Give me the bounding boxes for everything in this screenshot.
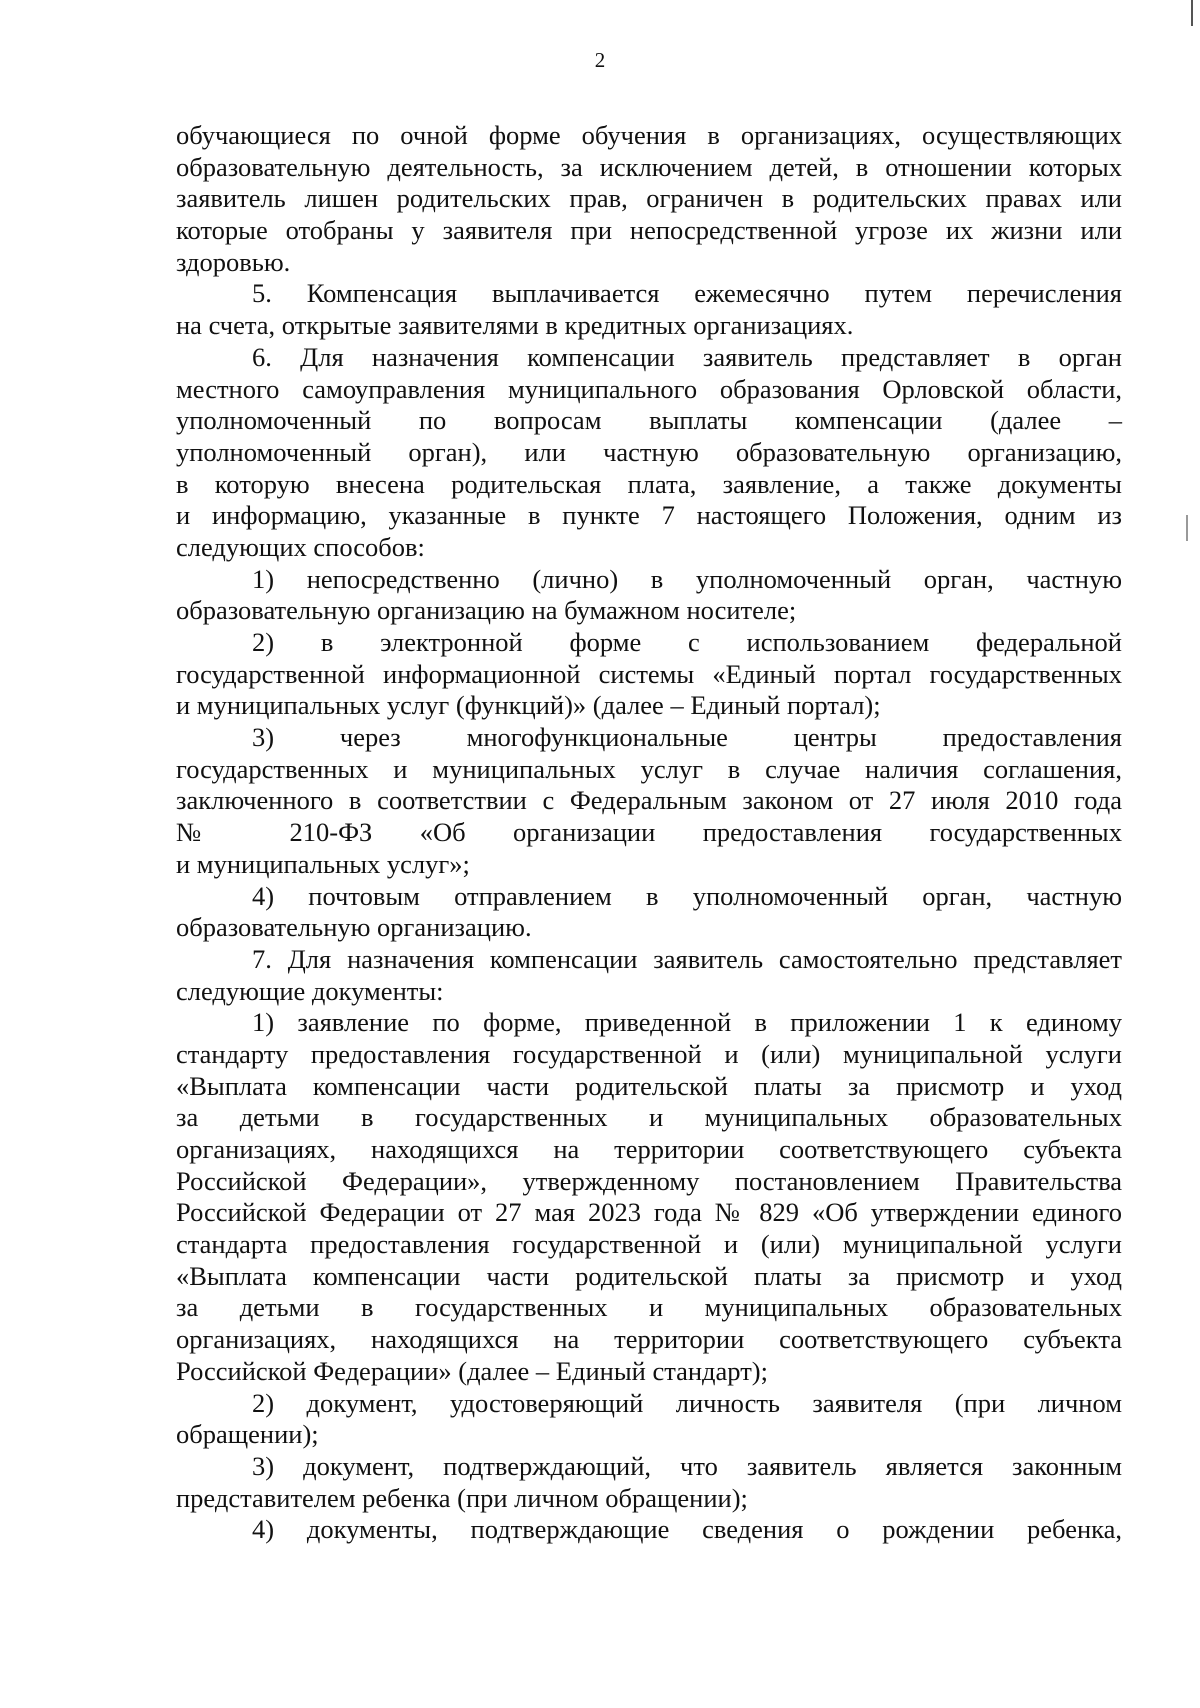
- text-line: 2) в электронной форме с использованием федеральной: [252, 627, 1122, 657]
- text-line: государственной информационной системы «Единый портал государственных: [176, 658, 1122, 689]
- text-line: на счета, открытые заявителями в кредитных организациях.: [176, 310, 854, 341]
- text-line: уполномоченный по вопросам выплаты компенсации (далее –: [176, 405, 1122, 436]
- text-line: 1) непосредственно (лично) в уполномоченный орган, частную: [252, 563, 1122, 594]
- text-line: образовательную деятельность, за исключением детей, в отношении которых: [176, 151, 1122, 182]
- text-line: образовательную организацию.: [176, 912, 532, 943]
- text-line: и муниципальных услуг»;: [176, 848, 470, 879]
- text-line: 1) заявление по форме, приведенной в приложении 1 к единому: [252, 1007, 1122, 1038]
- text-line: образовательную организацию на бумажном носителе;: [176, 595, 797, 626]
- text-line: Российской Федерации» (далее – Единый стандарт);: [176, 1355, 768, 1386]
- text-line: местного самоуправления муниципального образования Орловской области,: [176, 373, 1122, 404]
- text-line: в которую внесена родительская плата, заявление, а также документы: [176, 468, 1122, 499]
- text-line: уполномоченный орган), или частную образовательную организацию,: [176, 436, 1122, 467]
- text-line: которые отобраны у заявителя при непосредственной угрозе их жизни или: [176, 215, 1122, 246]
- text-line: обращении);: [176, 1419, 319, 1450]
- text-line: «Выплата компенсации части родительской платы за присмотр и уход: [176, 1260, 1122, 1291]
- text-line: следующих способов:: [176, 531, 425, 562]
- text-line: и информацию, указанные в пункте 7 настоящего Положения, одним из: [176, 500, 1122, 531]
- text-line: и муниципальных услуг (функций)» (далее – Единый портал);: [176, 690, 881, 721]
- text-line: стандарту предоставления государственной и (или) муниципальной услуги: [176, 1038, 1122, 1069]
- text-line: 4) почтовым отправлением в уполномоченный орган, частную: [252, 880, 1122, 911]
- text-line: 5. Компенсация выплачивается ежемесячно путем перечисления: [252, 278, 1122, 309]
- text-line: № 210-ФЗ «Об организации предоставления государственных: [176, 817, 1122, 848]
- text-line: заключенного в соответствии с Федеральным законом от 27 июля 2010 года: [176, 785, 1122, 816]
- text-line: государственных и муниципальных услуг в случае наличия соглашения,: [176, 753, 1122, 784]
- text-line: следующие документы:: [176, 975, 444, 1006]
- text-line: стандарта предоставления государственной и (или) муниципальной услуги: [176, 1229, 1122, 1260]
- text-line: «Выплата компенсации части родительской платы за присмотр и уход: [176, 1070, 1122, 1101]
- text-line: Российской Федерации», утвержденному постановлением Правительства: [176, 1165, 1122, 1196]
- text-line: 7. Для назначения компенсации заявитель самостоятельно представляет: [252, 943, 1122, 974]
- text-line: 6. Для назначения компенсации заявитель представляет в орган: [252, 341, 1122, 372]
- text-line: 4) документы, подтверждающие сведения о рождении ребенка,: [252, 1514, 1122, 1545]
- text-line: 3) через многофункциональные центры предоставления: [252, 722, 1122, 753]
- text-line: 2) документ, удостоверяющий личность заявителя (при личном: [252, 1387, 1122, 1418]
- text-line: представителем ребенка (при личном обращении);: [176, 1482, 748, 1513]
- text-line: за детьми в государственных и муниципальных образовательных: [176, 1102, 1122, 1133]
- page-number: 2: [594, 48, 606, 72]
- scan-mark: [1186, 515, 1188, 541]
- text-line: обучающиеся по очной форме обучения в организациях, осуществляющих: [176, 120, 1122, 150]
- text-line: организациях, находящихся на территории соответствующего субъекта: [176, 1134, 1122, 1164]
- scan-mark: [1191, 0, 1193, 26]
- text-line: Российской Федерации от 27 мая 2023 года № 829 «Об утверждении единого: [176, 1197, 1122, 1228]
- text-line: за детьми в государственных и муниципальных образовательных: [176, 1292, 1122, 1323]
- document-body: [176, 120, 1122, 1546]
- text-line: заявитель лишен родительских прав, ограничен в родительских правах или: [176, 183, 1122, 214]
- text-line: 3) документ, подтверждающий, что заявитель является законным: [252, 1450, 1122, 1481]
- text-line: организациях, находящихся на территории соответствующего субъекта: [176, 1324, 1122, 1355]
- text-line: здоровью.: [176, 246, 291, 277]
